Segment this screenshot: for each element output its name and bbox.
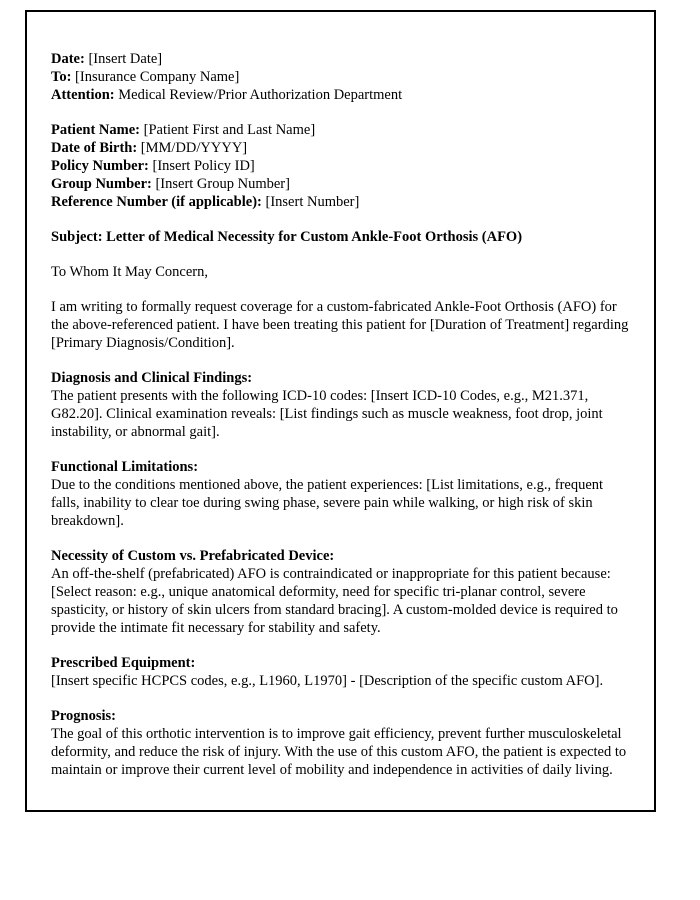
subject-line: Subject: Letter of Medical Necessity for Custom Ankle-Foot Orthosis (AFO) (51, 229, 523, 245)
field-label: To: (51, 69, 72, 85)
header-line-date (51, 50, 632, 68)
field-value: Medical Review/Prior Authorization Department (118, 87, 403, 103)
field-value: [Insert Policy ID] (152, 158, 255, 174)
field-value: [Insert Group Number] (155, 176, 290, 192)
intro-paragraph: I am writing to formally request coverage for a custom-fabricated Ankle-Foot Orthosis (AFO) for the above-referenced patient. I have been treating this patient for [Duration of Treatment] regarding [Primary Diagnosis/Condition]. (51, 299, 629, 351)
letter-header-block (51, 50, 632, 104)
field-label: Policy Number: (51, 158, 149, 174)
section-heading: Prescribed Equipment: (51, 655, 196, 671)
section-diagnosis-and-clinical-findings (51, 369, 632, 441)
field-value: [Patient First and Last Name] (143, 122, 316, 138)
patient-line-policy-number (51, 157, 632, 175)
header-line-attention (51, 86, 632, 104)
field-label: Patient Name: (51, 122, 140, 138)
field-value: [Insert Date] (88, 51, 163, 67)
section-body: Due to the conditions mentioned above, the patient experiences: [List limitations, e.g., frequent falls, inability to clear toe during swing phase, severe pain while walking, or high risk of skin breakdown]. (51, 477, 604, 529)
patient-info-block (51, 121, 632, 211)
section-heading: Necessity of Custom vs. Prefabricated Device: (51, 548, 335, 564)
field-label: Reference Number (if applicable): (51, 194, 262, 210)
field-value: [MM/DD/YYYY] (140, 140, 248, 156)
field-value: [Insurance Company Name] (75, 69, 240, 85)
header-line-to (51, 68, 632, 86)
section-necessity-of-custom-device (51, 547, 632, 637)
field-value: [Insert Number] (265, 194, 360, 210)
patient-line-reference-number (51, 193, 632, 211)
field-label: Attention: (51, 87, 115, 103)
letter-document (25, 10, 656, 812)
section-heading: Diagnosis and Clinical Findings: (51, 370, 253, 386)
section-body: [Insert specific HCPCS codes, e.g., L1960, L1970] - [Description of the specific custom AFO]. (51, 673, 604, 689)
field-label: Date of Birth: (51, 140, 138, 156)
patient-line-group-number (51, 175, 632, 193)
section-functional-limitations (51, 458, 632, 530)
section-body: An off-the-shelf (prefabricated) AFO is contraindicated or inappropriate for this patient because: [Select reason: e.g., unique anatomical deformity, need for specific tri-planar control, severe spasticity, or history of skin ulcers from standard bracing]. A custom-molded device is required to provide the intimate fit necessary for stability and safety. (51, 566, 618, 636)
section-body: The patient presents with the following ICD-10 codes: [Insert ICD-10 Codes, e.g., M21.371, G82.20]. Clinical examination reveals: [List findings such as muscle weakness, foot drop, joint instability, or abnormal gait]. (51, 388, 603, 440)
salutation: To Whom It May Concern, (51, 264, 208, 280)
field-label: Date: (51, 51, 85, 67)
field-label: Group Number: (51, 176, 152, 192)
patient-line-dob (51, 139, 632, 157)
section-heading: Functional Limitations: (51, 459, 199, 475)
section-heading: Prognosis: (51, 708, 116, 724)
section-body: The goal of this orthotic intervention is to improve gait efficiency, prevent further musculoskeletal deformity, and reduce the risk of injury. With the use of this custom AFO, the patient is expected to maintain or improve their current level of mobility and independence in activities of daily living. (51, 726, 627, 778)
section-prescribed-equipment (51, 654, 632, 690)
section-prognosis (51, 707, 632, 779)
patient-line-name (51, 121, 632, 139)
